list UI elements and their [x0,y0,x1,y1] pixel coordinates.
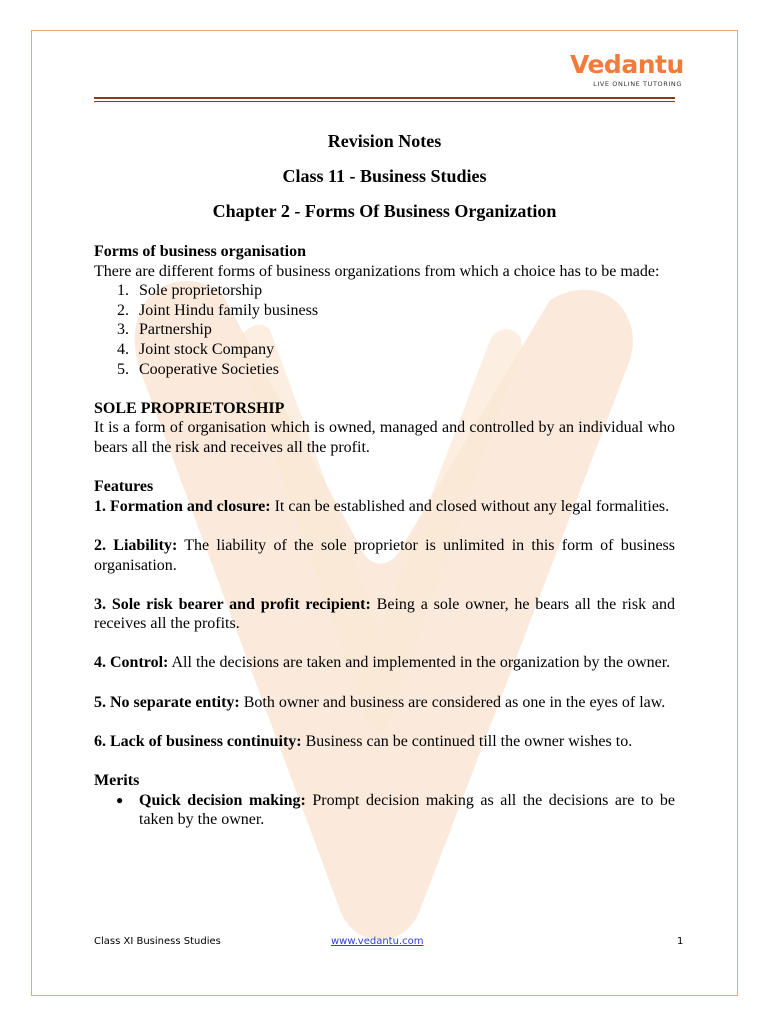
list-item: 3. Partnership [117,321,212,339]
intro-paragraph: There are different forms of business organizations from which a choice has to be made: [94,262,660,280]
list-item: 5. Cooperative Societies [117,360,279,378]
sole-paragraph: It is a form of organisation which is owned, managed and controlled by an individual who bears all the risk and receives all the profit. [94,419,675,456]
feature-item: 4. Control: All the decisions are taken and implemented in the organization by the owner. [94,654,671,672]
header-rule-thin [94,101,675,102]
forms-list [94,281,675,379]
page-number: 1 [677,936,684,947]
section-heading-merits: Merits [94,772,140,790]
list-item: 1. Sole proprietorship [117,282,263,300]
header-rule [94,97,675,99]
footer-website-link[interactable]: www.vedantu.com [331,936,424,947]
feature-item: 6. Lack of business continuity: Business can be continued till the owner wishes to. [94,732,633,750]
feature-item: 2. Liability: The liability of the sole proprietor is unlimited in this form of business organisation. [94,536,675,574]
doc-title: Revision Notes [327,131,442,151]
feature-item: 1. Formation and closure: It can be established and closed without any legal formalities. [94,497,670,515]
bullet-icon: ● [116,792,124,807]
logo-tagline: LIVE ONLINE TUTORING [593,80,682,88]
list-item: 2. Joint Hindu family business [117,301,319,319]
section-heading-forms: Forms of business organisation [94,243,307,260]
class-line: Class 11 - Business Studies [282,166,487,186]
feature-item: 3. Sole risk bearer and profit recipient: Being a sole owner, he bears all the risk and receives all the profits. [94,595,675,633]
feature-item: 5. No separate entity: Both owner and business are considered as one in the eyes of law. [94,693,666,711]
footer-course: Class XI Business Studies [94,936,221,947]
merits-list [94,791,675,830]
chapter-line: Chapter 2 - Forms Of Business Organization [212,201,557,221]
list-item: ● Quick decision making: Prompt decision making as all the decisions are to be taken by the owner. [116,791,676,829]
document-body [94,242,675,830]
list-item: 4. Joint stock Company [117,340,275,358]
vedantu-logo[interactable] [570,50,682,90]
section-heading-features: Features [94,478,154,496]
section-heading-sole: SOLE PROPRIETORSHIP [94,399,285,417]
logo-wordmark: Vedantu [570,50,684,79]
